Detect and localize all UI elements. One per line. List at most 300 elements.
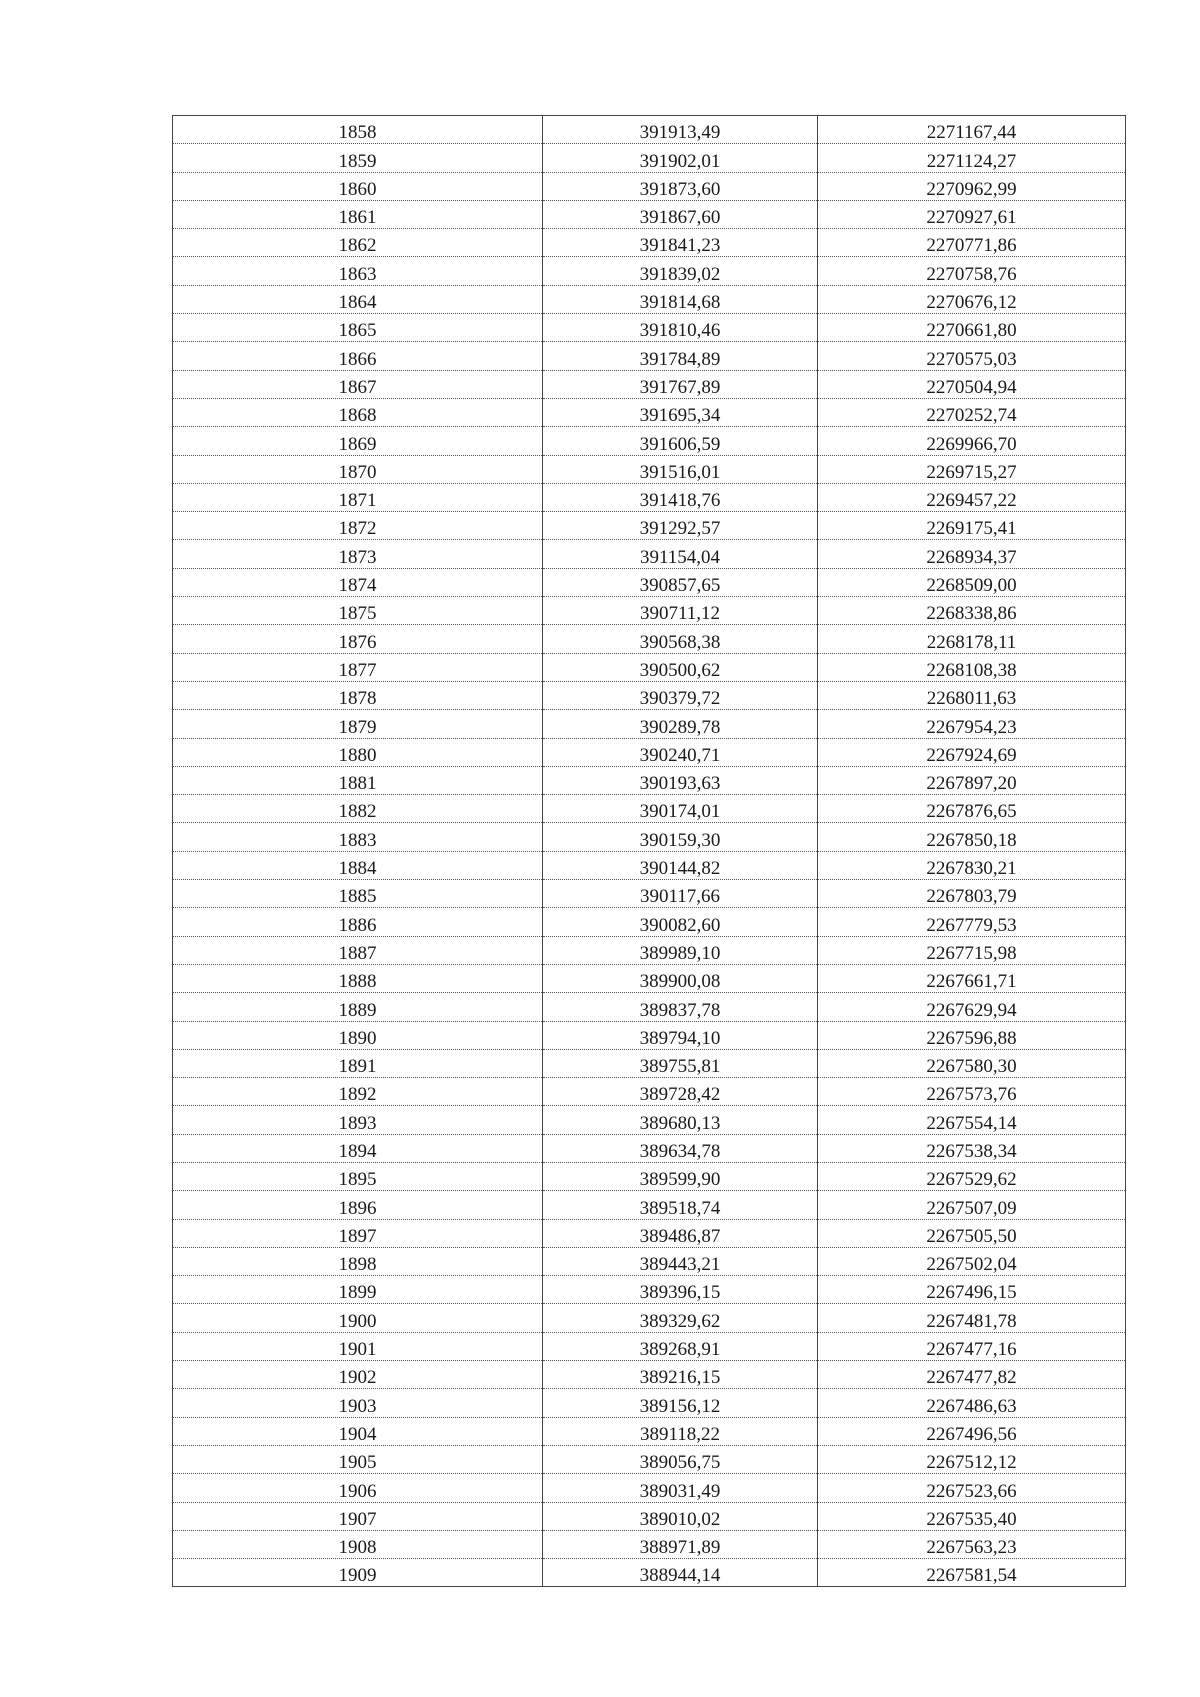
- cell-text: 389216,15: [639, 1367, 721, 1389]
- cell-text: 2270504,94: [926, 376, 1017, 398]
- x-coordinate-cell: [543, 455, 818, 483]
- cell-text: 1907: [338, 1508, 377, 1530]
- cell-text: 2267850,18: [926, 829, 1017, 851]
- cell-text: 389268,91: [639, 1339, 721, 1361]
- point-number-cell: [173, 144, 543, 172]
- cell-text: 390117,66: [639, 886, 721, 908]
- x-coordinate-cell: [543, 597, 818, 625]
- cell-text: 2267538,34: [926, 1140, 1017, 1162]
- cell-text: 2270252,74: [926, 405, 1017, 427]
- table-row: [173, 144, 1126, 172]
- cell-text: 1878: [338, 688, 377, 710]
- cell-text: 1901: [338, 1339, 377, 1361]
- x-coordinate-cell: [543, 936, 818, 964]
- point-number-cell: [173, 229, 543, 257]
- table-row: [173, 823, 1126, 851]
- point-number-cell: [173, 285, 543, 313]
- table-row: [173, 625, 1126, 653]
- table-row: [173, 1219, 1126, 1247]
- cell-text: 2267554,14: [926, 1112, 1017, 1134]
- x-coordinate-cell: [543, 1162, 818, 1190]
- cell-text: 1894: [338, 1140, 377, 1162]
- y-coordinate-cell: [818, 738, 1126, 766]
- cell-text: 389518,74: [639, 1197, 721, 1219]
- y-coordinate-cell: [818, 483, 1126, 511]
- cell-text: 389031,49: [639, 1480, 721, 1502]
- table-row: [173, 116, 1126, 144]
- table-row: [173, 200, 1126, 228]
- point-number-cell: [173, 314, 543, 342]
- cell-text: 2267563,23: [926, 1537, 1017, 1559]
- cell-text: 390500,62: [639, 659, 721, 681]
- y-coordinate-cell: [818, 427, 1126, 455]
- cell-text: 1887: [338, 942, 377, 964]
- cell-text: 1891: [338, 1056, 377, 1078]
- cell-text: 391867,60: [639, 207, 721, 229]
- x-coordinate-cell: [543, 1276, 818, 1304]
- y-coordinate-cell: [818, 1276, 1126, 1304]
- cell-text: 389010,02: [639, 1508, 721, 1530]
- point-number-cell: [173, 681, 543, 709]
- cell-text: 390240,71: [639, 744, 721, 766]
- y-coordinate-cell: [818, 1530, 1126, 1558]
- cell-text: 1868: [338, 405, 377, 427]
- point-number-cell: [173, 1361, 543, 1389]
- cell-text: 391810,46: [639, 320, 721, 342]
- cell-text: 2267803,79: [926, 886, 1017, 908]
- cell-text: 391839,02: [639, 263, 721, 285]
- cell-text: 2267477,82: [926, 1367, 1017, 1389]
- point-number-cell: [173, 172, 543, 200]
- y-coordinate-cell: [818, 116, 1126, 144]
- point-number-cell: [173, 1417, 543, 1445]
- point-number-cell: [173, 1219, 543, 1247]
- cell-text: 1876: [338, 631, 377, 653]
- cell-text: 2267573,76: [926, 1084, 1017, 1106]
- y-coordinate-cell: [818, 314, 1126, 342]
- y-coordinate-cell: [818, 540, 1126, 568]
- table-row: [173, 1304, 1126, 1332]
- point-number-cell: [173, 795, 543, 823]
- cell-text: 1905: [338, 1452, 377, 1474]
- cell-text: 1859: [338, 150, 377, 172]
- cell-text: 2267535,40: [926, 1508, 1017, 1530]
- cell-text: 2271167,44: [926, 122, 1017, 144]
- cell-text: 1866: [338, 348, 377, 370]
- table-row: [173, 908, 1126, 936]
- x-coordinate-cell: [543, 1502, 818, 1530]
- x-coordinate-cell: [543, 427, 818, 455]
- cell-text: 1883: [338, 829, 377, 851]
- table-row: [173, 1559, 1126, 1587]
- cell-text: 2267629,94: [926, 999, 1017, 1021]
- cell-text: 388944,14: [639, 1565, 721, 1587]
- cell-text: 391902,01: [639, 150, 721, 172]
- x-coordinate-cell: [543, 1106, 818, 1134]
- cell-text: 2267502,04: [926, 1254, 1017, 1276]
- cell-text: 2267581,54: [926, 1565, 1017, 1587]
- y-coordinate-cell: [818, 1078, 1126, 1106]
- point-number-cell: [173, 116, 543, 144]
- cell-text: 1902: [338, 1367, 377, 1389]
- cell-text: 2267596,88: [926, 1027, 1017, 1049]
- cell-text: 2267486,63: [926, 1395, 1017, 1417]
- x-coordinate-cell: [543, 144, 818, 172]
- y-coordinate-cell: [818, 681, 1126, 709]
- point-number-cell: [173, 1078, 543, 1106]
- cell-text: 2267523,66: [926, 1480, 1017, 1502]
- point-number-cell: [173, 936, 543, 964]
- x-coordinate-cell: [543, 116, 818, 144]
- cell-text: 1870: [338, 461, 377, 483]
- cell-text: 2270661,80: [926, 320, 1017, 342]
- x-coordinate-cell: [543, 540, 818, 568]
- coordinates-table: [172, 115, 1126, 1587]
- cell-text: 1864: [338, 292, 377, 314]
- table-row: [173, 512, 1126, 540]
- x-coordinate-cell: [543, 1361, 818, 1389]
- cell-text: 389794,10: [639, 1027, 721, 1049]
- x-coordinate-cell: [543, 1304, 818, 1332]
- cell-text: 389599,90: [639, 1169, 721, 1191]
- cell-text: 1874: [338, 575, 377, 597]
- cell-text: 1875: [338, 603, 377, 625]
- point-number-cell: [173, 1162, 543, 1190]
- x-coordinate-cell: [543, 625, 818, 653]
- cell-text: 1892: [338, 1084, 377, 1106]
- cell-text: 1862: [338, 235, 377, 257]
- cell-text: 2267496,15: [926, 1282, 1017, 1304]
- cell-text: 390193,63: [639, 773, 721, 795]
- cell-text: 2268011,63: [926, 688, 1017, 710]
- table-row: [173, 172, 1126, 200]
- y-coordinate-cell: [818, 964, 1126, 992]
- y-coordinate-cell: [818, 1502, 1126, 1530]
- cell-text: 1861: [338, 207, 377, 229]
- cell-text: 1865: [338, 320, 377, 342]
- y-coordinate-cell: [818, 766, 1126, 794]
- y-coordinate-cell: [818, 1474, 1126, 1502]
- cell-text: 388971,89: [639, 1537, 721, 1559]
- cell-text: 2269715,27: [926, 461, 1017, 483]
- x-coordinate-cell: [543, 681, 818, 709]
- y-coordinate-cell: [818, 908, 1126, 936]
- cell-text: 390082,60: [639, 914, 721, 936]
- cell-text: 2267779,53: [926, 914, 1017, 936]
- table-row: [173, 851, 1126, 879]
- x-coordinate-cell: [543, 1247, 818, 1275]
- point-number-cell: [173, 851, 543, 879]
- point-number-cell: [173, 200, 543, 228]
- cell-text: 2268178,11: [926, 631, 1017, 653]
- table-row: [173, 1474, 1126, 1502]
- x-coordinate-cell: [543, 1191, 818, 1219]
- point-number-cell: [173, 1530, 543, 1558]
- cell-text: 2268338,86: [926, 603, 1017, 625]
- cell-text: 1908: [338, 1537, 377, 1559]
- y-coordinate-cell: [818, 257, 1126, 285]
- y-coordinate-cell: [818, 653, 1126, 681]
- point-number-cell: [173, 625, 543, 653]
- x-coordinate-cell: [543, 1021, 818, 1049]
- cell-text: 1881: [338, 773, 377, 795]
- x-coordinate-cell: [543, 568, 818, 596]
- cell-text: 389156,12: [639, 1395, 721, 1417]
- cell-text: 1900: [338, 1310, 377, 1332]
- y-coordinate-cell: [818, 1134, 1126, 1162]
- cell-text: 2269966,70: [926, 433, 1017, 455]
- point-number-cell: [173, 370, 543, 398]
- cell-text: 1871: [338, 490, 377, 512]
- table-row: [173, 285, 1126, 313]
- point-number-cell: [173, 512, 543, 540]
- table-row: [173, 229, 1126, 257]
- y-coordinate-cell: [818, 229, 1126, 257]
- table-row: [173, 398, 1126, 426]
- point-number-cell: [173, 1106, 543, 1134]
- point-number-cell: [173, 1559, 543, 1587]
- cell-text: 390144,82: [639, 858, 721, 880]
- cell-text: 1888: [338, 971, 377, 993]
- cell-text: 2267954,23: [926, 716, 1017, 738]
- y-coordinate-cell: [818, 1106, 1126, 1134]
- table-row: [173, 1276, 1126, 1304]
- point-number-cell: [173, 427, 543, 455]
- cell-text: 2267897,20: [926, 773, 1017, 795]
- table-row: [173, 1502, 1126, 1530]
- table-row: [173, 993, 1126, 1021]
- y-coordinate-cell: [818, 1049, 1126, 1077]
- cell-text: 2267924,69: [926, 744, 1017, 766]
- table-row: [173, 540, 1126, 568]
- cell-text: 390857,65: [639, 575, 721, 597]
- table-row: [173, 1106, 1126, 1134]
- table-row: [173, 1134, 1126, 1162]
- y-coordinate-cell: [818, 1304, 1126, 1332]
- cell-text: 2267830,21: [926, 858, 1017, 880]
- x-coordinate-cell: [543, 908, 818, 936]
- point-number-cell: [173, 398, 543, 426]
- x-coordinate-cell: [543, 398, 818, 426]
- point-number-cell: [173, 1021, 543, 1049]
- y-coordinate-cell: [818, 1559, 1126, 1587]
- cell-text: 2267505,50: [926, 1225, 1017, 1247]
- point-number-cell: [173, 766, 543, 794]
- cell-text: 1872: [338, 518, 377, 540]
- cell-text: 2270771,86: [926, 235, 1017, 257]
- cell-text: 1873: [338, 546, 377, 568]
- cell-text: 391606,59: [639, 433, 721, 455]
- cell-text: 2269457,22: [926, 490, 1017, 512]
- table-row: [173, 1530, 1126, 1558]
- cell-text: 2271124,27: [926, 150, 1017, 172]
- x-coordinate-cell: [543, 483, 818, 511]
- cell-text: 391154,04: [639, 546, 721, 568]
- point-number-cell: [173, 342, 543, 370]
- table-row: [173, 964, 1126, 992]
- cell-text: 2267477,16: [926, 1339, 1017, 1361]
- cell-text: 2270575,03: [926, 348, 1017, 370]
- x-coordinate-cell: [543, 1134, 818, 1162]
- cell-text: 1882: [338, 801, 377, 823]
- table-row: [173, 1162, 1126, 1190]
- cell-text: 2267512,12: [926, 1452, 1017, 1474]
- x-coordinate-cell: [543, 1417, 818, 1445]
- y-coordinate-cell: [818, 200, 1126, 228]
- cell-text: 391418,76: [639, 490, 721, 512]
- x-coordinate-cell: [543, 964, 818, 992]
- cell-text: 389837,78: [639, 999, 721, 1021]
- coordinates-table-body: [173, 116, 1126, 1587]
- y-coordinate-cell: [818, 370, 1126, 398]
- y-coordinate-cell: [818, 880, 1126, 908]
- cell-text: 391841,23: [639, 235, 721, 257]
- x-coordinate-cell: [543, 710, 818, 738]
- table-row: [173, 597, 1126, 625]
- cell-text: 2270758,76: [926, 263, 1017, 285]
- y-coordinate-cell: [818, 512, 1126, 540]
- cell-text: 391767,89: [639, 376, 721, 398]
- cell-text: 390174,01: [639, 801, 721, 823]
- y-coordinate-cell: [818, 851, 1126, 879]
- cell-text: 1867: [338, 376, 377, 398]
- cell-text: 391292,57: [639, 518, 721, 540]
- y-coordinate-cell: [818, 710, 1126, 738]
- cell-text: 1884: [338, 858, 377, 880]
- y-coordinate-cell: [818, 1021, 1126, 1049]
- cell-text: 391516,01: [639, 461, 721, 483]
- point-number-cell: [173, 1502, 543, 1530]
- cell-text: 390379,72: [639, 688, 721, 710]
- y-coordinate-cell: [818, 1332, 1126, 1360]
- y-coordinate-cell: [818, 823, 1126, 851]
- y-coordinate-cell: [818, 144, 1126, 172]
- cell-text: 1858: [338, 122, 377, 144]
- cell-text: 389900,08: [639, 971, 721, 993]
- table-row: [173, 1389, 1126, 1417]
- cell-text: 2267507,09: [926, 1197, 1017, 1219]
- x-coordinate-cell: [543, 1445, 818, 1473]
- point-number-cell: [173, 738, 543, 766]
- point-number-cell: [173, 964, 543, 992]
- x-coordinate-cell: [543, 200, 818, 228]
- cell-text: 1909: [338, 1565, 377, 1587]
- x-coordinate-cell: [543, 342, 818, 370]
- y-coordinate-cell: [818, 993, 1126, 1021]
- x-coordinate-cell: [543, 1049, 818, 1077]
- cell-text: 389443,21: [639, 1254, 721, 1276]
- x-coordinate-cell: [543, 1219, 818, 1247]
- cell-text: 1890: [338, 1027, 377, 1049]
- cell-text: 391873,60: [639, 178, 721, 200]
- cell-text: 1898: [338, 1254, 377, 1276]
- cell-text: 1895: [338, 1169, 377, 1191]
- y-coordinate-cell: [818, 285, 1126, 313]
- cell-text: 1903: [338, 1395, 377, 1417]
- cell-text: 2267496,56: [926, 1423, 1017, 1445]
- cell-text: 389634,78: [639, 1140, 721, 1162]
- table-row: [173, 483, 1126, 511]
- cell-text: 1886: [338, 914, 377, 936]
- cell-text: 391695,34: [639, 405, 721, 427]
- cell-text: 389118,22: [639, 1423, 721, 1445]
- cell-text: 1885: [338, 886, 377, 908]
- y-coordinate-cell: [818, 342, 1126, 370]
- point-number-cell: [173, 710, 543, 738]
- cell-text: 2267876,65: [926, 801, 1017, 823]
- x-coordinate-cell: [543, 1530, 818, 1558]
- table-row: [173, 1049, 1126, 1077]
- cell-text: 2269175,41: [926, 518, 1017, 540]
- cell-text: 390289,78: [639, 716, 721, 738]
- table-row: [173, 936, 1126, 964]
- y-coordinate-cell: [818, 1361, 1126, 1389]
- x-coordinate-cell: [543, 1078, 818, 1106]
- point-number-cell: [173, 540, 543, 568]
- table-row: [173, 1247, 1126, 1275]
- x-coordinate-cell: [543, 766, 818, 794]
- y-coordinate-cell: [818, 1445, 1126, 1473]
- cell-text: 1896: [338, 1197, 377, 1219]
- x-coordinate-cell: [543, 1559, 818, 1587]
- point-number-cell: [173, 908, 543, 936]
- cell-text: 1880: [338, 744, 377, 766]
- table-row: [173, 1332, 1126, 1360]
- x-coordinate-cell: [543, 229, 818, 257]
- y-coordinate-cell: [818, 795, 1126, 823]
- cell-text: 391913,49: [639, 122, 721, 144]
- x-coordinate-cell: [543, 1474, 818, 1502]
- cell-text: 2267481,78: [926, 1310, 1017, 1332]
- cell-text: 2270676,12: [926, 292, 1017, 314]
- cell-text: 1860: [338, 178, 377, 200]
- point-number-cell: [173, 1304, 543, 1332]
- cell-text: 1893: [338, 1112, 377, 1134]
- y-coordinate-cell: [818, 568, 1126, 596]
- cell-text: 389396,15: [639, 1282, 721, 1304]
- x-coordinate-cell: [543, 1389, 818, 1417]
- cell-text: 389989,10: [639, 942, 721, 964]
- point-number-cell: [173, 1276, 543, 1304]
- x-coordinate-cell: [543, 993, 818, 1021]
- table-row: [173, 1445, 1126, 1473]
- point-number-cell: [173, 823, 543, 851]
- x-coordinate-cell: [543, 314, 818, 342]
- x-coordinate-cell: [543, 370, 818, 398]
- y-coordinate-cell: [818, 936, 1126, 964]
- cell-text: 390711,12: [639, 603, 721, 625]
- x-coordinate-cell: [543, 257, 818, 285]
- cell-text: 1863: [338, 263, 377, 285]
- cell-text: 389680,13: [639, 1112, 721, 1134]
- point-number-cell: [173, 455, 543, 483]
- y-coordinate-cell: [818, 1417, 1126, 1445]
- point-number-cell: [173, 880, 543, 908]
- cell-text: 2268509,00: [926, 575, 1017, 597]
- y-coordinate-cell: [818, 625, 1126, 653]
- point-number-cell: [173, 597, 543, 625]
- table-row: [173, 342, 1126, 370]
- table-row: [173, 314, 1126, 342]
- table-row: [173, 568, 1126, 596]
- table-row: [173, 455, 1126, 483]
- point-number-cell: [173, 1389, 543, 1417]
- cell-text: 2268108,38: [926, 659, 1017, 681]
- cell-text: 389056,75: [639, 1452, 721, 1474]
- point-number-cell: [173, 653, 543, 681]
- point-number-cell: [173, 1049, 543, 1077]
- point-number-cell: [173, 1191, 543, 1219]
